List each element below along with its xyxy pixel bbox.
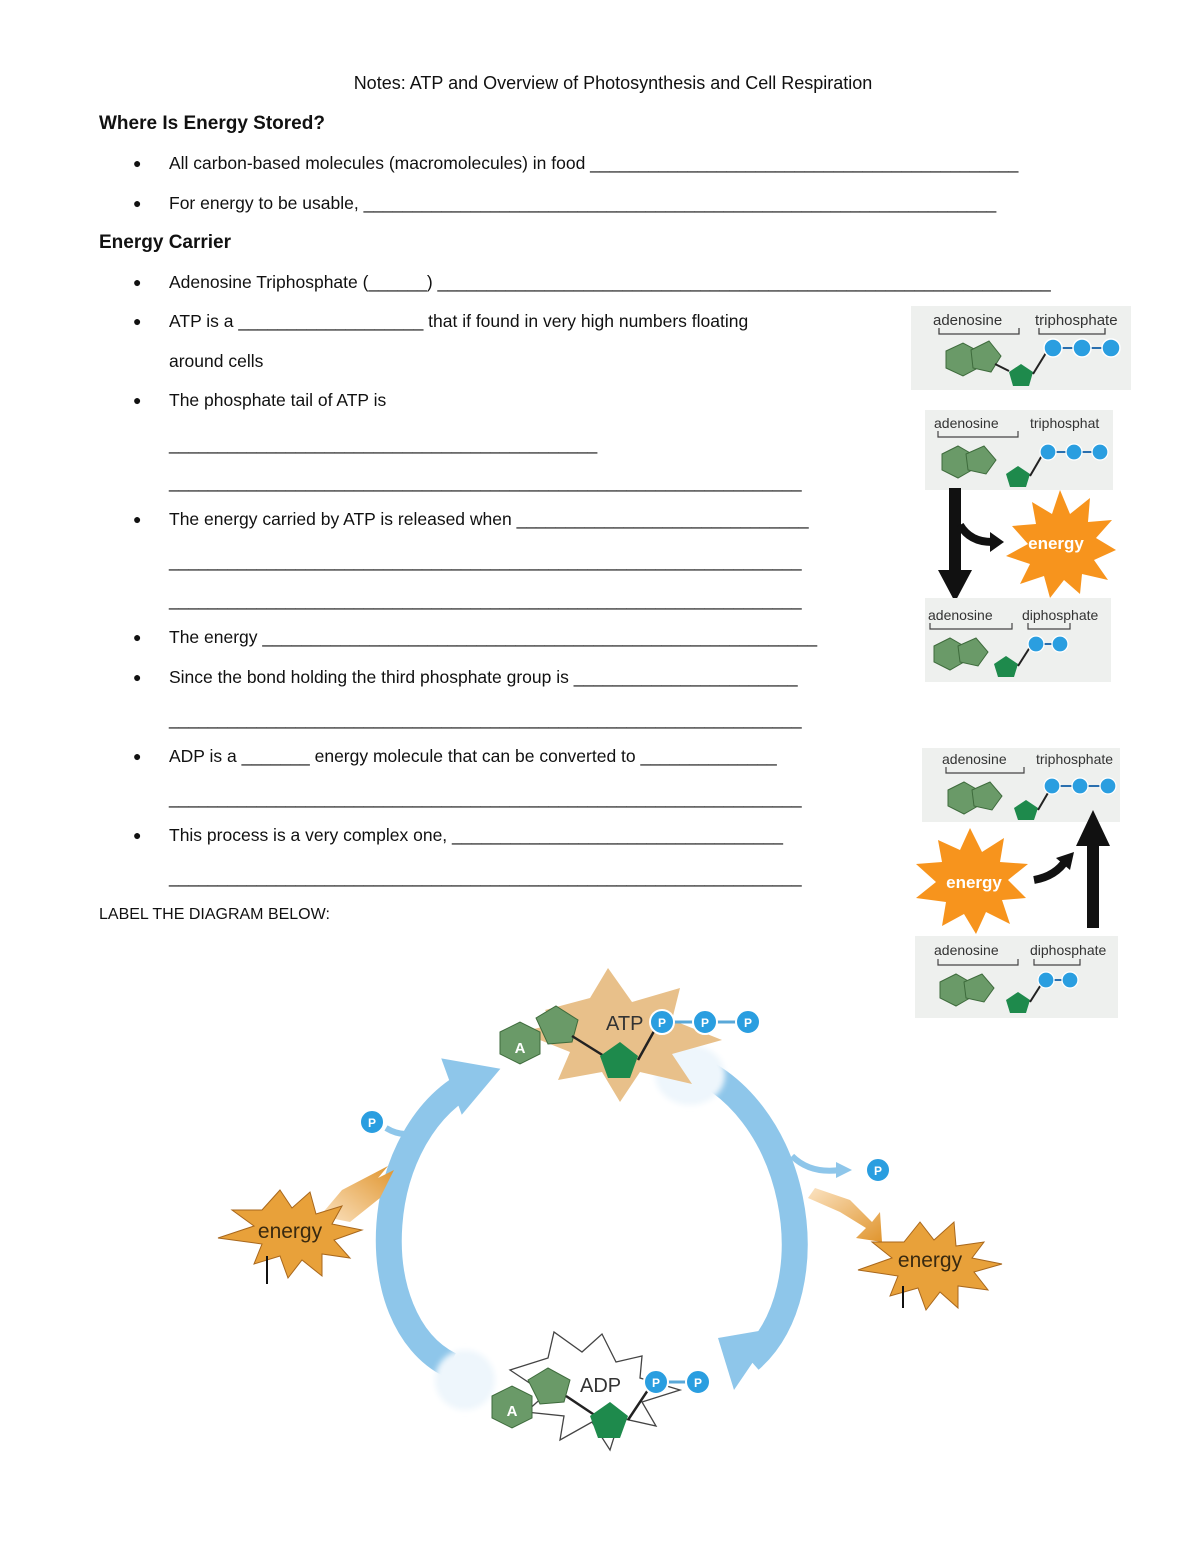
adenosine-label: adenosine bbox=[934, 415, 999, 431]
note-line: _________________________________________________________________ bbox=[169, 709, 802, 729]
fill-blank[interactable]: ____________________________________________ bbox=[590, 153, 1019, 173]
phosphate-icon bbox=[1073, 339, 1091, 357]
down-arrow-icon bbox=[949, 488, 961, 580]
note-line: Adenosine Triphosphate (______) _______________________________________________________________ bbox=[169, 272, 1051, 292]
phosphate-icon bbox=[1044, 339, 1062, 357]
note-line bbox=[169, 153, 1018, 174]
diphosphate-label: diphosphate bbox=[1022, 607, 1099, 623]
note-line: around cells bbox=[169, 351, 264, 371]
triphosphate-label: triphosphate bbox=[1035, 312, 1118, 329]
adenosine-label: adenosine bbox=[934, 942, 999, 958]
note-line: Since the bond holding the third phosphate group is _______________________ bbox=[169, 667, 798, 687]
energy-label: energy bbox=[946, 873, 1002, 892]
adenosine-label: adenosine bbox=[942, 751, 1007, 767]
note-line: This process is a very complex one, __________________________________ bbox=[169, 825, 783, 845]
adenosine-label: adenosine bbox=[933, 312, 1003, 329]
svg-text:P: P bbox=[873, 1164, 883, 1178]
bullet-icon: ● bbox=[133, 748, 142, 764]
svg-text:P: P bbox=[367, 1116, 377, 1130]
svg-text:P: P bbox=[651, 1376, 661, 1390]
bullet-icon: ● bbox=[133, 669, 142, 685]
energy-label: energy bbox=[1028, 534, 1084, 553]
svg-text:P: P bbox=[700, 1016, 710, 1030]
adenine-label: A bbox=[506, 1403, 518, 1420]
energy-label: energy bbox=[257, 1220, 323, 1243]
note-line bbox=[169, 193, 996, 214]
atp-structure-figure bbox=[911, 306, 1131, 390]
page-title: Notes: ATP and Overview of Photosynthesis and Cell Respiration bbox=[353, 73, 873, 93]
bullet-icon: ● bbox=[133, 511, 142, 527]
up-arrow-icon bbox=[1087, 838, 1099, 928]
note-text: For energy to be usable, bbox=[169, 193, 364, 213]
note-line: The energy carried by ATP is released when ______________________________ bbox=[169, 509, 809, 529]
triphosphate-label: triphosphate bbox=[1036, 751, 1114, 767]
note-line: The phosphate tail of ATP is bbox=[169, 390, 387, 410]
bullet-icon: ● bbox=[133, 195, 142, 211]
diphosphate-label: diphosphate bbox=[1030, 942, 1107, 958]
note-line: _________________________________________________________________ bbox=[169, 867, 802, 887]
note-line: _________________________________________________________________ bbox=[169, 551, 802, 571]
atp-label: ATP bbox=[606, 1013, 644, 1035]
svg-text:P: P bbox=[743, 1016, 753, 1030]
note-line: _________________________________________________________________ bbox=[169, 590, 802, 610]
note-line: ATP is a ___________________ that if found in very high numbers floating bbox=[169, 311, 749, 331]
adenosine-label: adenosine bbox=[928, 607, 993, 623]
energy-label: energy bbox=[897, 1249, 963, 1272]
note-line: _________________________________________________________________ bbox=[169, 788, 802, 808]
note-line: The energy _________________________________________________________ bbox=[169, 627, 818, 647]
fill-blank[interactable]: _________________________________________________________________ bbox=[363, 193, 997, 213]
triphosphate-label: triphosphat bbox=[1030, 415, 1100, 431]
bullet-icon: ● bbox=[133, 392, 142, 408]
atp-breakdown-figure bbox=[920, 410, 1120, 685]
bullet-icon: ● bbox=[133, 274, 142, 290]
svg-text:P: P bbox=[693, 1376, 703, 1390]
svg-text:P: P bbox=[657, 1016, 667, 1030]
section-heading-energy-carrier: Energy Carrier bbox=[99, 232, 232, 253]
bullet-icon: ● bbox=[133, 827, 142, 843]
phosphate-icon bbox=[1102, 339, 1120, 357]
adenine-label: A bbox=[514, 1040, 526, 1057]
bullet-icon: ● bbox=[133, 313, 142, 329]
note-line: _________________________________________________________________ bbox=[169, 472, 802, 492]
diagram-instruction: LABEL THE DIAGRAM BELOW: bbox=[99, 906, 330, 923]
bullet-icon: ● bbox=[133, 155, 142, 171]
atp-adp-cycle-diagram bbox=[210, 960, 1010, 1480]
note-line: ____________________________________________ bbox=[169, 434, 598, 454]
section-heading-energy-stored: Where Is Energy Stored? bbox=[99, 113, 325, 134]
note-line: ADP is a _______ energy molecule that can be converted to ______________ bbox=[169, 746, 777, 766]
adp-label: ADP bbox=[580, 1375, 622, 1397]
bullet-icon: ● bbox=[133, 629, 142, 645]
cycle-arrow-right bbox=[680, 1062, 795, 1360]
note-text: All carbon-based molecules (macromolecules) in food bbox=[169, 153, 591, 173]
